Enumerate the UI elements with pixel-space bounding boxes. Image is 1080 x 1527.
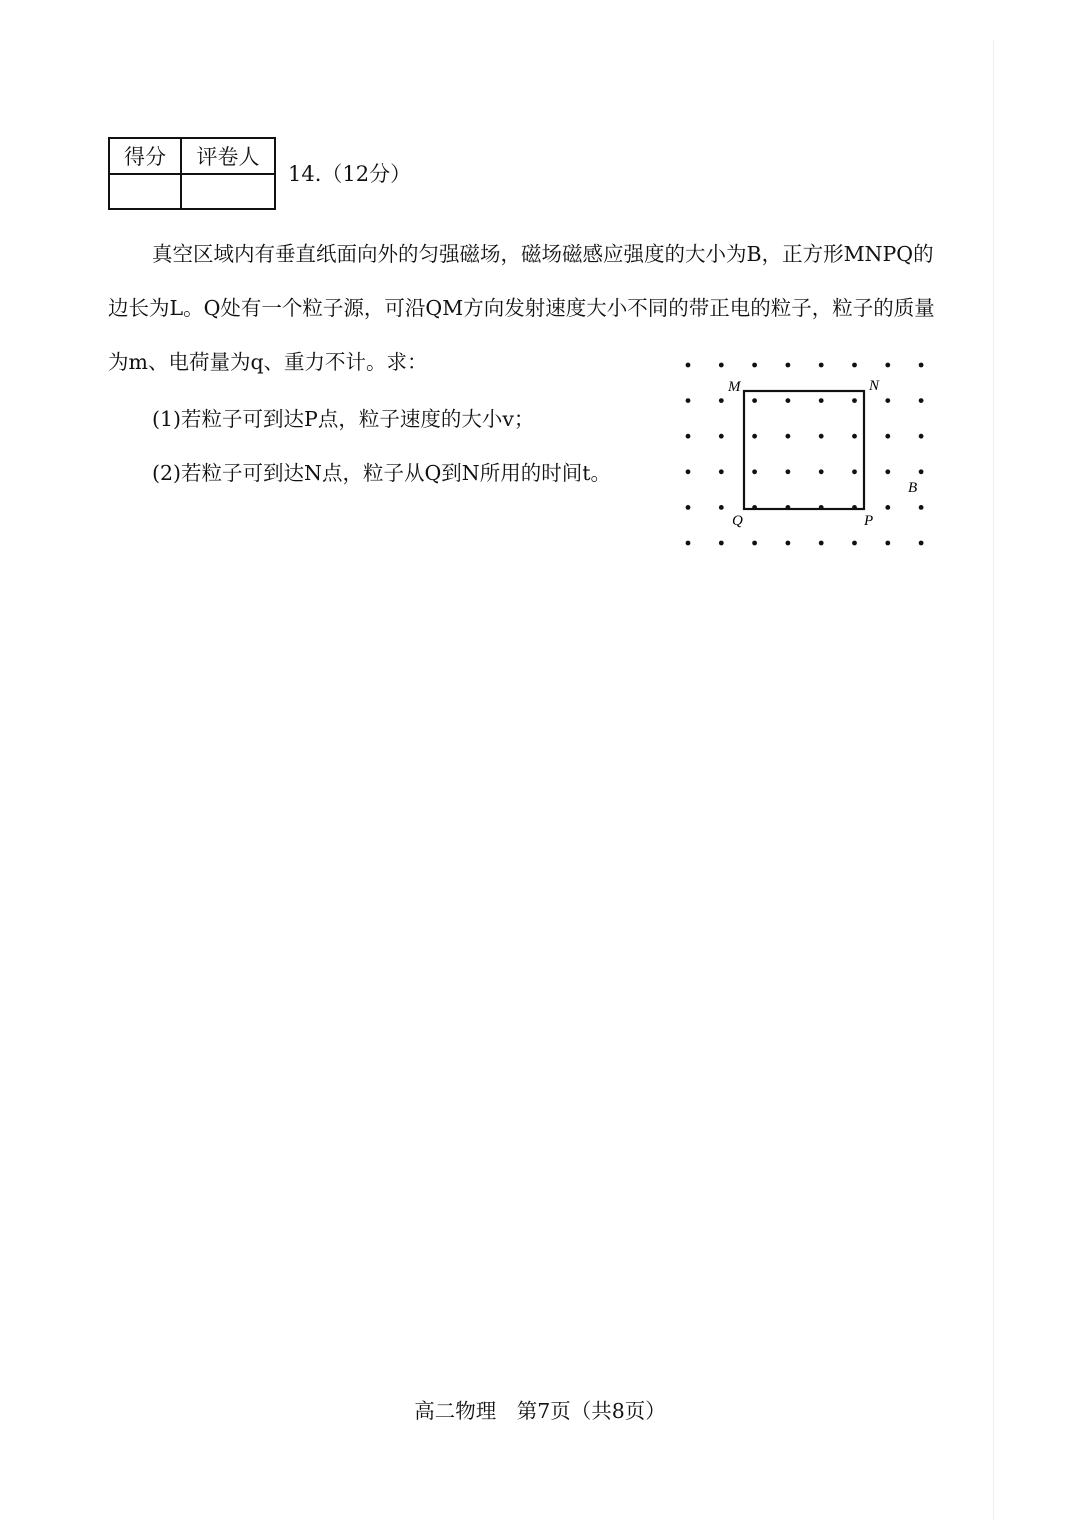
field-dot xyxy=(686,541,691,546)
field-dot xyxy=(786,434,791,439)
field-dot xyxy=(686,434,691,439)
figure-svg xyxy=(670,350,950,550)
label-m: M xyxy=(728,379,741,395)
body-line-1: 真空区域内有垂直纸面向外的匀强磁场，磁场磁感应强度的大小为B，正方形MNPQ的 xyxy=(152,242,934,266)
field-dot xyxy=(885,505,890,510)
field-dot xyxy=(885,398,890,403)
field-dot xyxy=(852,469,857,474)
field-dot xyxy=(885,363,890,368)
field-dot xyxy=(686,398,691,403)
field-dot xyxy=(819,398,824,403)
field-dot xyxy=(686,469,691,474)
field-dot xyxy=(752,541,757,546)
label-q: Q xyxy=(732,513,743,529)
square-mnpq xyxy=(744,391,864,509)
subquestion-1: (1)若粒子可到达P点，粒子速度的大小v； xyxy=(152,407,535,431)
label-n: N xyxy=(869,378,880,394)
field-dot xyxy=(786,398,791,403)
field-dot xyxy=(919,434,924,439)
magnetic-field-figure xyxy=(670,350,950,554)
grader-cell xyxy=(181,174,275,209)
field-dot xyxy=(719,469,724,474)
field-dot xyxy=(719,434,724,439)
page-footer: 高二物理 第7页（共8页） xyxy=(414,1399,666,1423)
field-dot xyxy=(752,434,757,439)
field-dot xyxy=(919,469,924,474)
field-dot xyxy=(919,398,924,403)
field-dot xyxy=(885,469,890,474)
subquestion-2: (2)若粒子可到达N点，粒子从Q到N所用的时间t。 xyxy=(152,461,611,485)
score-box xyxy=(108,137,276,210)
field-dot xyxy=(852,434,857,439)
field-dot xyxy=(885,541,890,546)
question-number: 14.（12分） xyxy=(288,162,412,186)
field-dot xyxy=(752,398,757,403)
score-header: 得分 xyxy=(109,138,181,174)
field-dot xyxy=(819,434,824,439)
field-dot xyxy=(786,363,791,368)
score-cell xyxy=(109,174,181,209)
body-line-3: 为m、电荷量为q、重力不计。求： xyxy=(108,350,428,374)
field-dot xyxy=(752,469,757,474)
field-dot xyxy=(719,541,724,546)
label-b: B xyxy=(908,480,918,496)
field-dot xyxy=(719,505,724,510)
field-dot xyxy=(686,505,691,510)
field-dot xyxy=(819,541,824,546)
field-dot xyxy=(919,541,924,546)
field-dot xyxy=(786,541,791,546)
body-line-2: 边长为L。Q处有一个粒子源，可沿QM方向发射速度大小不同的带正电的粒子，粒子的质量 xyxy=(108,296,935,320)
label-p: P xyxy=(864,513,874,529)
field-dot xyxy=(852,363,857,368)
grader-header: 评卷人 xyxy=(181,138,275,174)
field-dot xyxy=(686,363,691,368)
field-dot xyxy=(919,505,924,510)
field-dot xyxy=(919,363,924,368)
field-dot xyxy=(852,398,857,403)
field-dot xyxy=(719,363,724,368)
field-dot xyxy=(719,398,724,403)
field-dot xyxy=(786,469,791,474)
field-dot xyxy=(852,541,857,546)
field-dot xyxy=(819,363,824,368)
field-dot xyxy=(752,363,757,368)
field-dot xyxy=(885,434,890,439)
field-dot xyxy=(819,469,824,474)
